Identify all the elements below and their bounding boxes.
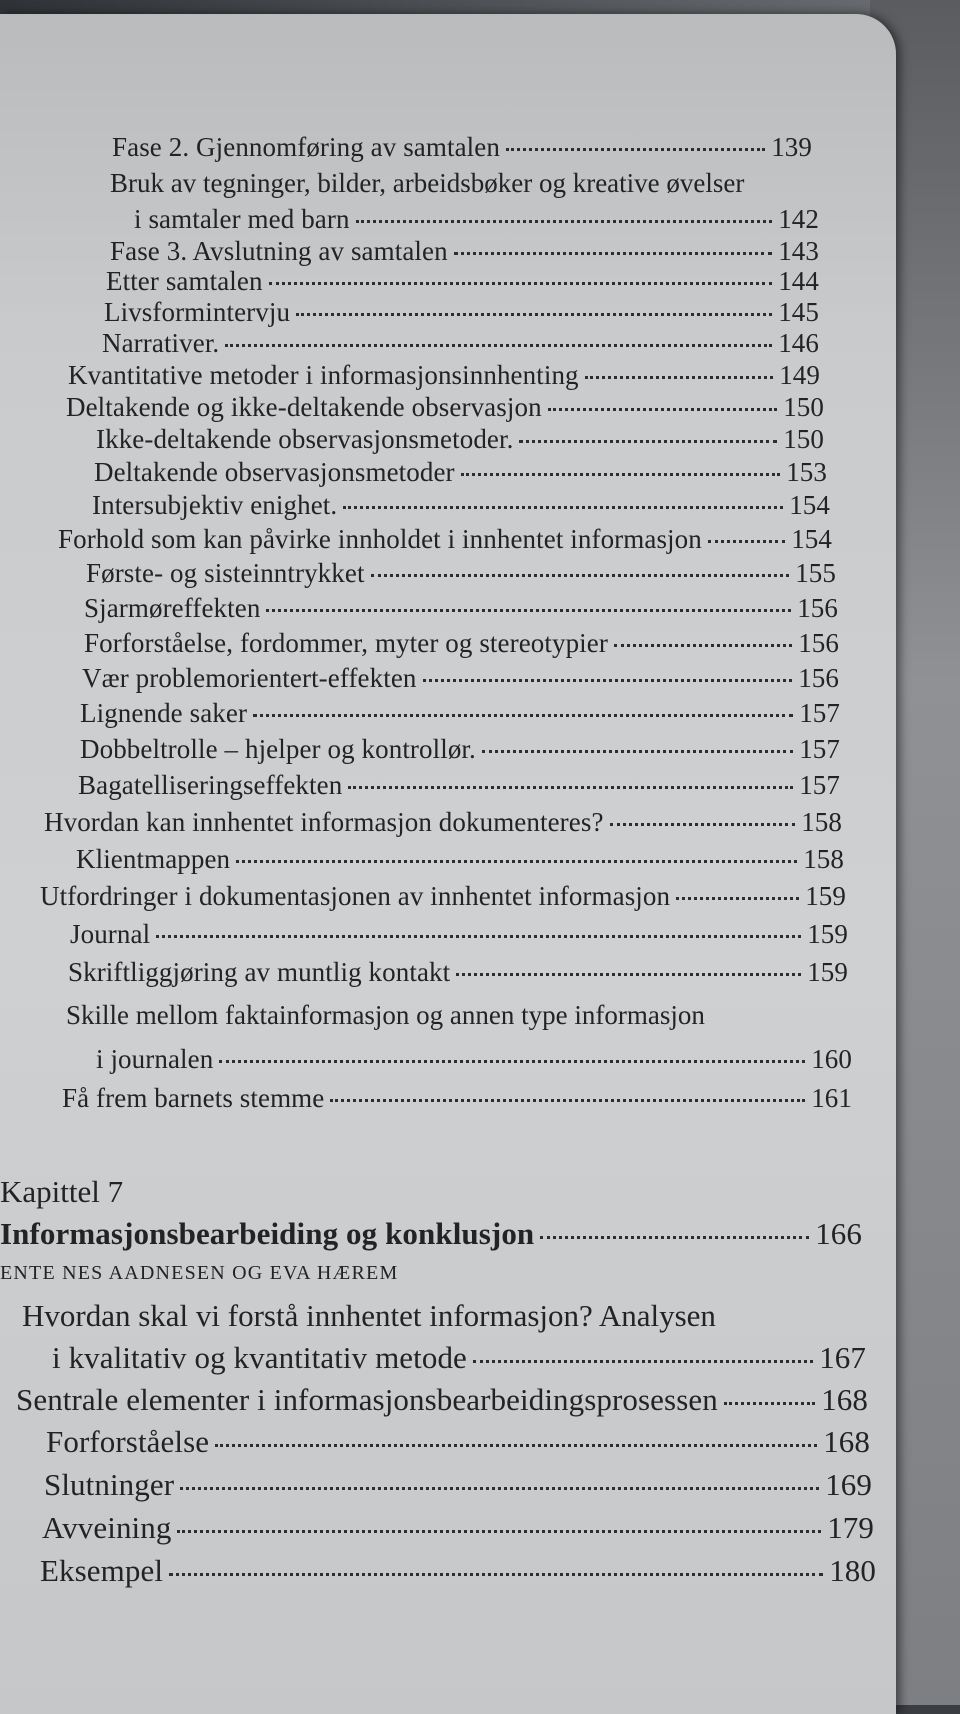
toc-entry: [16, 1382, 868, 1422]
toc-entry-page: 168: [823, 1424, 870, 1459]
leader-dots: [356, 220, 773, 223]
toc-entry: [86, 558, 836, 592]
toc-entry-page: 157: [799, 698, 840, 728]
book-page: [0, 14, 896, 1714]
toc-entry: [40, 1553, 876, 1593]
toc-entry: [94, 457, 827, 491]
toc-entry: [110, 236, 819, 270]
toc-entry-title: Klientmappen: [76, 844, 231, 874]
toc-entry-page: 159: [805, 881, 846, 911]
leader-dots: [540, 1236, 809, 1239]
toc-entry-title: Deltakende og ikke-deltakende observasjon: [66, 392, 542, 422]
toc-entry-title: Avveining: [42, 1510, 172, 1545]
toc-entry-title: Utfordringer i dokumentasjonen av innhentet informasjon: [40, 881, 671, 911]
toc-entry-page: 156: [798, 628, 839, 658]
toc-entry-title: Narrativer.: [102, 328, 220, 358]
leader-dots: [266, 609, 791, 612]
toc-entry: [102, 328, 819, 362]
toc-entry: [44, 1467, 872, 1507]
toc-entry: [78, 770, 840, 804]
toc-entry-title: i kvalitativ og kvantitativ metode: [52, 1340, 467, 1375]
toc-entry-title: Forforståelse, fordommer, myter og stereotypier: [84, 628, 608, 658]
toc-entry: [68, 957, 848, 991]
toc-entry-title: Vær problemorientert-effekten: [82, 663, 417, 693]
toc-entry-page: 154: [789, 490, 830, 520]
toc-entry-page: 154: [791, 524, 832, 554]
toc-entry: [44, 807, 842, 841]
toc-entry-title: Journal: [70, 919, 151, 949]
toc-entry-title: Sentrale elementer i informasjonsbearbeidingsprosessen: [16, 1382, 718, 1417]
leader-dots: [423, 679, 793, 682]
toc-entry-title: Forforståelse: [46, 1424, 210, 1459]
chapter-title-entry: [0, 1216, 862, 1256]
leader-dots: [456, 973, 801, 976]
toc-entry-title: Hvordan kan innhentet informasjon dokumenteres?: [44, 807, 604, 837]
toc-entry-page: 156: [798, 663, 839, 693]
leader-dots: [614, 644, 792, 647]
toc-entry-title: Forhold som kan påvirke innholdet i innhentet informasjon: [58, 524, 702, 554]
chapter-page: 166: [815, 1216, 862, 1251]
toc-entry-page: 180: [829, 1553, 876, 1588]
toc-entry: [82, 663, 839, 697]
toc-entry-page: 150: [783, 424, 824, 454]
toc-entry-page: 149: [779, 360, 820, 390]
leader-dots: [482, 750, 793, 753]
toc-entry: [106, 266, 819, 300]
leader-dots: [296, 313, 772, 316]
toc-entry: [80, 698, 840, 732]
leader-dots: [169, 1573, 823, 1576]
toc-entry-title: Deltakende observasjonsmetoder: [94, 457, 455, 487]
toc-entry-title: Hvordan skal vi forstå innhentet informasjon? Analysen: [22, 1298, 716, 1333]
leader-dots: [180, 1487, 819, 1490]
toc-entry-page: 159: [807, 919, 848, 949]
toc-entry: [42, 1510, 874, 1550]
toc-entry-page: 139: [771, 132, 812, 162]
toc-entry-page: 156: [797, 593, 838, 623]
toc-entry-page: 160: [811, 1044, 852, 1074]
toc-entry: [46, 1424, 870, 1464]
toc-entry: [66, 392, 824, 426]
toc-entry: [76, 844, 844, 878]
toc-entry-title: Eksempel: [40, 1553, 164, 1588]
leader-dots: [519, 440, 777, 443]
leader-dots: [225, 344, 772, 347]
chapter-title: Informasjonsbearbeiding og konklusjon: [0, 1216, 535, 1251]
toc-entry-title: Etter samtalen: [106, 266, 263, 296]
toc-entry: [112, 132, 812, 166]
toc-entry: [104, 297, 819, 331]
leader-dots: [343, 506, 783, 509]
toc-entry: [52, 1340, 866, 1380]
toc-entry-page: 143: [778, 236, 819, 266]
toc-entry-page: 155: [795, 558, 836, 588]
leader-dots: [215, 1444, 817, 1447]
leader-dots: [454, 252, 772, 255]
leader-dots: [156, 935, 801, 938]
toc-entry-page: 158: [803, 844, 844, 874]
toc-entry-title: Bagatelliseringseffekten: [78, 770, 343, 800]
leader-dots: [371, 574, 790, 577]
toc-entry-page: 179: [827, 1510, 874, 1545]
toc-entry-page: 169: [825, 1467, 872, 1502]
leader-dots: [461, 473, 781, 476]
toc-entry-title: Fase 3. Avslutning av samtalen: [110, 236, 448, 266]
leader-dots: [177, 1530, 821, 1533]
toc-entry-title: Skriftliggjøring av muntlig kontakt: [68, 957, 451, 987]
chapter-authors: ENTE NES AADNESEN OG EVA HÆREM: [0, 1262, 399, 1284]
toc-entry-page: 159: [807, 957, 848, 987]
toc-entry-page: 161: [811, 1083, 852, 1113]
toc-entry-title: Dobbeltrolle – hjelper og kontrollør.: [80, 734, 476, 764]
toc-entry-title: Lignende saker: [80, 698, 248, 728]
leader-dots: [506, 148, 765, 151]
chapter-label: Kapittel 7: [0, 1174, 124, 1209]
toc-entry-page: 158: [801, 807, 842, 837]
toc-entry: [68, 360, 820, 394]
toc-entry: [84, 628, 839, 662]
toc-entry: [62, 1083, 852, 1117]
toc-entry-page: 153: [786, 457, 827, 487]
toc-entry-title: Første- og sisteinntrykket: [86, 558, 365, 588]
toc-entry-title: Livsformintervju: [104, 297, 291, 327]
leader-dots: [253, 714, 793, 717]
toc-entry-page: 168: [821, 1382, 868, 1417]
toc-entry-page: 144: [778, 266, 819, 296]
leader-dots: [348, 786, 793, 789]
leader-dots: [724, 1402, 815, 1405]
toc-entry-page: 142: [778, 204, 819, 234]
toc-entry: [96, 1044, 852, 1078]
toc-entry: [58, 524, 832, 558]
toc-entry: [70, 919, 848, 953]
leader-dots: [330, 1099, 805, 1102]
leader-dots: [548, 408, 778, 411]
toc-entry-page: 157: [799, 770, 840, 800]
toc-entry-title: i journalen: [96, 1044, 214, 1074]
toc-entry-page: 150: [783, 392, 824, 422]
toc-entry: [134, 204, 819, 238]
toc-entry-title: Kvantitative metoder i informasjonsinnhenting: [68, 360, 579, 390]
toc-entry: [40, 881, 846, 915]
toc-entry: [96, 424, 824, 458]
toc-entry-title: Intersubjektiv enighet.: [92, 490, 338, 520]
leader-dots: [610, 823, 796, 826]
leader-dots: [269, 282, 773, 285]
toc-entry-title: Slutninger: [44, 1467, 175, 1502]
leader-dots: [219, 1060, 805, 1063]
toc-entry: [80, 734, 840, 768]
toc-entry-title: Ikke-deltakende observasjonsmetoder.: [96, 424, 514, 454]
toc-entry-page: 146: [778, 328, 819, 358]
toc-entry-title: Skille mellom faktainformasjon og annen type informasjon: [66, 1000, 705, 1030]
leader-dots: [236, 860, 797, 863]
leader-dots: [708, 540, 785, 543]
leader-dots: [676, 897, 799, 900]
toc-entry-title: Sjarmøreffekten: [84, 593, 261, 623]
toc-entry-title: i samtaler med barn: [134, 204, 350, 234]
toc-entry-title: Få frem barnets stemme: [62, 1083, 325, 1113]
toc-entry: [92, 490, 830, 524]
leader-dots: [473, 1360, 813, 1363]
toc-entry-title: Fase 2. Gjennomføring av samtalen: [112, 132, 500, 162]
toc-entry: [84, 593, 838, 627]
leader-dots: [585, 376, 774, 379]
toc-entry-title: Bruk av tegninger, bilder, arbeidsbøker og kreative øvelser: [110, 168, 745, 198]
toc-entry-page: 157: [799, 734, 840, 764]
toc-entry-page: 167: [819, 1340, 866, 1375]
toc-entry-page: 145: [778, 297, 819, 327]
